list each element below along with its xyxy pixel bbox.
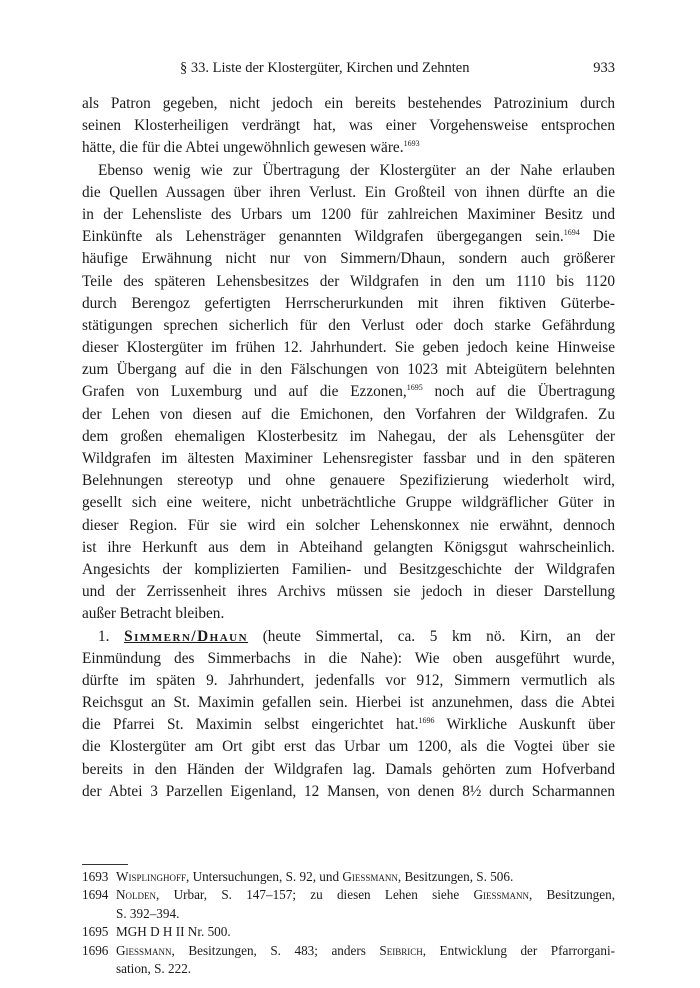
text-line: und der Zerrissenheit ihres Archivs müssen sie jedoch in dieser Darstellung — [82, 583, 615, 601]
footnote-number: 1693 — [82, 869, 109, 884]
running-header — [82, 60, 615, 80]
running-title: § 33. Liste der Klostergüter, Kirchen und Zehnten — [180, 60, 470, 76]
text-line: Angesichts der komplizierten Familien- und Besitzgeschichte der Wildgrafen — [82, 560, 615, 578]
text-line: gesellt sich eine weitere, nicht unbeträchtliche Gruppe wildgräflicher Güter in — [82, 494, 615, 512]
text-line: Reichsgut an St. Maximin gefallen sein. Hierbei ist anzunehmen, dass die Abtei — [82, 694, 615, 712]
text-line: dürfte im späten 9. Jahrhundert, jedenfalls vor 912, Simmern vermutlich als — [82, 671, 615, 689]
text-line — [82, 381, 615, 403]
text-line — [82, 626, 615, 648]
text-line: die Quellen Aussagen über ihren Verlust. Ein Großteil von ihnen dürfte an die — [82, 183, 615, 201]
author-name: Wisplinghoff — [116, 869, 186, 884]
text-line: bereits in den Händen der Wildgrafen lag. Damals gehörten zum Hofverband — [82, 760, 615, 778]
text-segment: hätte, die für die Abtei ungewöhnlich gewesen wäre. — [82, 139, 404, 157]
text-line: häufige Erwähnung nicht nur von Simmern/Dhaun, sondern auch größerer — [82, 250, 615, 268]
text-line: ist ihre Herkunft aus dem in Abteihand gelangten Königsgut wahrscheinlich. — [82, 538, 615, 556]
text-line — [82, 137, 615, 159]
footnote-text: MGH D H II Nr. 500. — [116, 924, 231, 940]
text-line: zum Übergang auf die in den Fälschungen von 1023 mit Abteigütern belehnten — [82, 361, 615, 379]
text-line: Einmündung des Simmerbachs in die Nahe): Wie oben ausgeführt wurde, — [82, 649, 615, 667]
footnote-number: 1695 — [82, 924, 109, 940]
page-number: 933 — [593, 60, 615, 76]
text-line: die Klostergüter am Ort gibt erst das Urbar um 1200, als die Vogtei über sie — [82, 738, 615, 756]
footnote-number: 1694 — [82, 887, 109, 903]
footnote-1696 — [82, 942, 615, 979]
place-name: Simmern/Dhaun — [124, 627, 249, 645]
footnotes — [82, 868, 615, 978]
author-name: Nolden — [116, 887, 157, 903]
text-line: Wildgrafen im ältesten Maximiner Lehensregister fassbar und in den späteren — [82, 450, 615, 467]
text-segment: , Besitzungen, S. 506. — [397, 869, 514, 884]
footnote-1694 — [82, 886, 615, 923]
footnote-1693 — [82, 868, 615, 886]
author-name: Giessmann — [473, 887, 529, 903]
text-line: dem großen ehemaligen Klosterbesitz im Nahegau, der als Lehensgüter der — [82, 427, 615, 445]
text-line — [82, 714, 615, 736]
text-line: seinen Klosterheiligen verdrängt hat, was einer Vorgehensweise entsprochen — [82, 117, 615, 135]
text-line: der Lehen von diesen auf die Emichonen, den Vorfahren der Wildgrafen. Zu — [82, 405, 615, 423]
text-line: Ebenso wenig wie zur Übertragung der Klostergüter an der Nahe erlauben — [98, 161, 615, 179]
text-line — [82, 226, 615, 248]
list-number: 1. — [98, 627, 110, 645]
text-segment: noch auf die Übertragung — [422, 383, 615, 401]
text-segment: Einkünfte als Lehensträger genannten Wildgrafen übergegangen sein. — [82, 228, 564, 246]
footnote-number: 1696 — [82, 942, 109, 958]
text-line: in der Lehensliste des Urbars um 1200 für zahlreichen Maximiner Besitz und — [82, 205, 615, 223]
footnote-ref-1694[interactable]: 1694 — [563, 228, 580, 238]
text-line: Teile des späteren Lehensbesitzes der Wildgrafen in den um 1110 bis 1120 — [82, 272, 615, 290]
text-line: dieser Region. Für sie wird ein solcher Lehenskonnex nie erwähnt, dennoch — [82, 516, 615, 534]
text-segment: , Besitzungen, S. 483; anders — [171, 942, 380, 958]
text-segment: , Urbar, S. 147–157; zu diesen Lehen siehe — [156, 887, 474, 903]
text-segment: Grafen von Luxemburg und auf die Ezzonen, — [82, 383, 407, 401]
text-segment: , Besitzungen, — [528, 887, 615, 903]
author-name: Seibrich — [379, 942, 423, 958]
footnote-separator — [82, 864, 128, 865]
text-line: Belehnungen stereotyp und ohne genauere Spezifizierung wiederholt wird, — [82, 472, 615, 490]
footnote-text-continued: S. 392–394. — [116, 905, 180, 921]
footnote-ref-1696[interactable]: 1696 — [418, 716, 435, 726]
text-line: dieser Klostergüter im frühen 12. Jahrhundert. Sie geben jedoch keine Hinweise — [82, 339, 615, 357]
footnote-text-continued: sation, S. 222. — [116, 961, 192, 977]
footnote-ref-1693[interactable]: 1693 — [403, 139, 420, 149]
footnote-1695 — [82, 923, 615, 941]
text-segment: (heute Simmertal, ca. 5 km nö. Kirn, an der — [248, 627, 615, 645]
text-line: der Abtei 3 Parzellen Eigenland, 12 Mansen, von denen 8½ durch Scharmannen — [82, 782, 615, 800]
footnote-text — [116, 942, 615, 960]
text-segment: Wirkliche Auskunft über — [434, 716, 615, 734]
text-line: als Patron gegeben, nicht jedoch ein bereits bestehendes Patrozinium durch — [82, 95, 615, 112]
text-segment: , Untersuchungen, S. 92, und — [185, 869, 343, 884]
text-segment: , Entwicklung der Pfarrorgani- — [422, 942, 616, 958]
footnote-text — [116, 886, 615, 904]
author-name: Giessmann — [116, 942, 172, 958]
text-line: durch Berengoz gefertigten Herrscherurkunden mit ihren fiktiven Güterbe- — [82, 294, 615, 312]
text-segment: die Pfarrei St. Maximin selbst eingerichtet hat. — [82, 716, 419, 734]
text-line: stätigungen sprechen sicherlich für den Verlust oder doch starke Gefährdung — [82, 316, 615, 334]
text-segment: Die — [579, 228, 615, 246]
footnote-ref-1695[interactable]: 1695 — [406, 383, 423, 393]
footnote-text — [116, 868, 615, 886]
text-line: außer Betracht bleiben. — [82, 605, 225, 623]
author-name: Giessmann — [342, 869, 398, 884]
main-text — [82, 93, 615, 803]
